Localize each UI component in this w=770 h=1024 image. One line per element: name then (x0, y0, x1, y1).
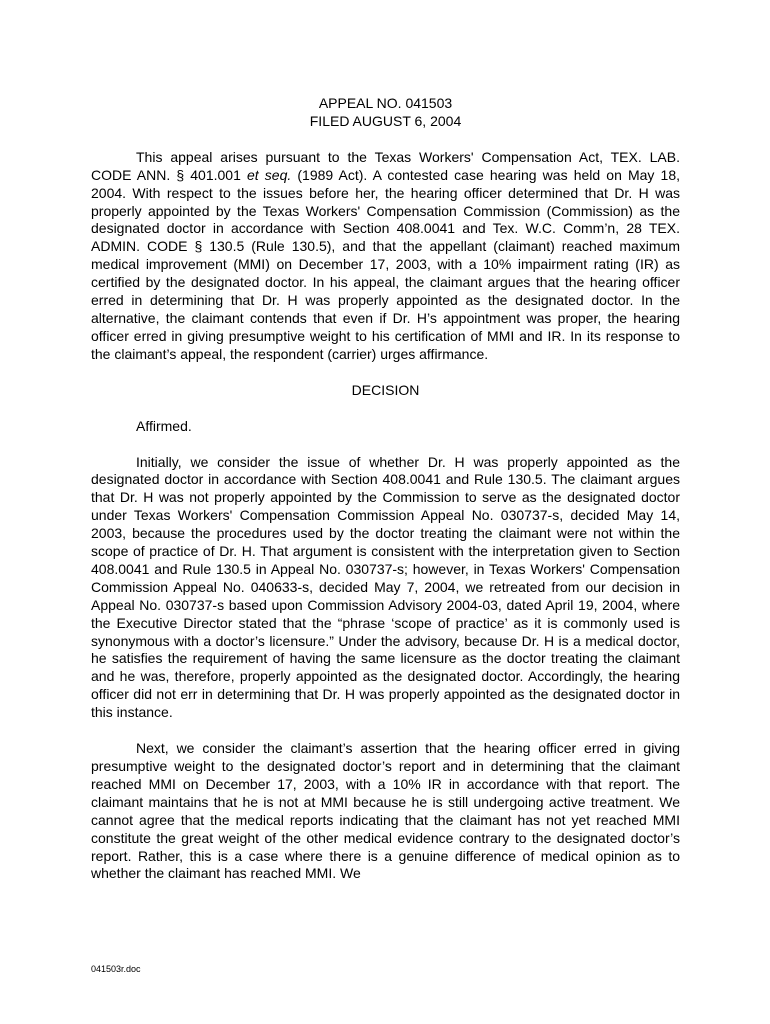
intro-paragraph (91, 149, 680, 364)
body-paragraph-2: Next, we consider the claimant’s assertion that the hearing officer erred in giving presumptive weight to the designated doctor’s report and in determining that the claimant reached MMI on December 17, 2003, with a 10% IR in accordance with that report. The claimant maintains that he is not at MMI because he is still undergoing active treatment. We cannot agree that the medical reports indicating that the claimant has not yet reached MMI constitute the great weight of the other medical evidence contrary to the designated doctor’s report. Rather, this is a case where there is a genuine difference of medical opinion as to whether the claimant has reached MMI. We (91, 740, 680, 882)
decision-result: Affirmed. (136, 417, 192, 434)
intro-text-part3: (1989 Act). A contested case hearing was held on May 18, 2004. With respect to the issues before her, the hearing officer determined that Dr. H was properly appointed by the Texas Workers' Compensation Commission (Commission) as the designated doctor in accordance with Section 408.0041 and Tex. W.C. Comm’n, 28 TEX. ADMIN. CODE § 130.5 (Rule 130.5), and that the appellant (claimant) reached maximum medical improvement (MMI) on December 17, 2003, with a 10% impairment rating (IR) as certified by the designated doctor. In his appeal, the claimant argues that the hearing officer erred in determining that Dr. H was properly appointed as the designated doctor. In the alternative, the claimant contends that even if Dr. H’s appointment was proper, the hearing officer erred in giving presumptive weight to his certification of MMI and IR. In its response to the claimant’s appeal, the respondent (carrier) urges affirmance. (91, 166, 681, 362)
document-body (91, 95, 680, 883)
filed-date: FILED AUGUST 6, 2004 (309, 112, 462, 129)
intro-text-italic: et seq. (247, 166, 292, 183)
intro-text-part1: This appeal arises pursuant to the Texas Workers' Compensation Act, TEX. LAB. CODE ANN. § 401.001 (91, 148, 680, 183)
footer-filename: 041503r.doc (91, 964, 141, 974)
appeal-number: APPEAL NO. 041503 (318, 95, 453, 111)
decision-heading: DECISION (351, 381, 420, 398)
body-paragraph-1: Initially, we consider the issue of whether Dr. H was properly appointed as the designated doctor in accordance with Section 408.0041 and Rule 130.5. The claimant argues that Dr. H was not properly appointed by the Commission to serve as the designated doctor under Texas Workers' Compensation Commission Appeal No. 030737-s, decided May 14, 2003, because the procedures used by the doctor treating the claimant were not within the scope of practice of Dr. H. That argument is consistent with the interpretation given to Section 408.0041 and Rule 130.5 in Appeal No. 030737-s; however, in Texas Workers' Compensation Commission Appeal No. 040633-s, decided May 7, 2004, we retreated from our decision in Appeal No. 030737-s based upon Commission Advisory 2004-03, dated April 19, 2004, where the Executive Director stated that the “phrase ‘scope of practice’ as it is commonly used is synonymous with a doctor’s licensure.” Under the advisory, because Dr. H is a medical doctor, he satisfies the requirement of having the same licensure as the doctor treating the claimant and he was, therefore, properly appointed as the designated doctor. Accordingly, the hearing officer did not err in determining that Dr. H was properly appointed as the designated doctor in this instance. (91, 453, 680, 721)
